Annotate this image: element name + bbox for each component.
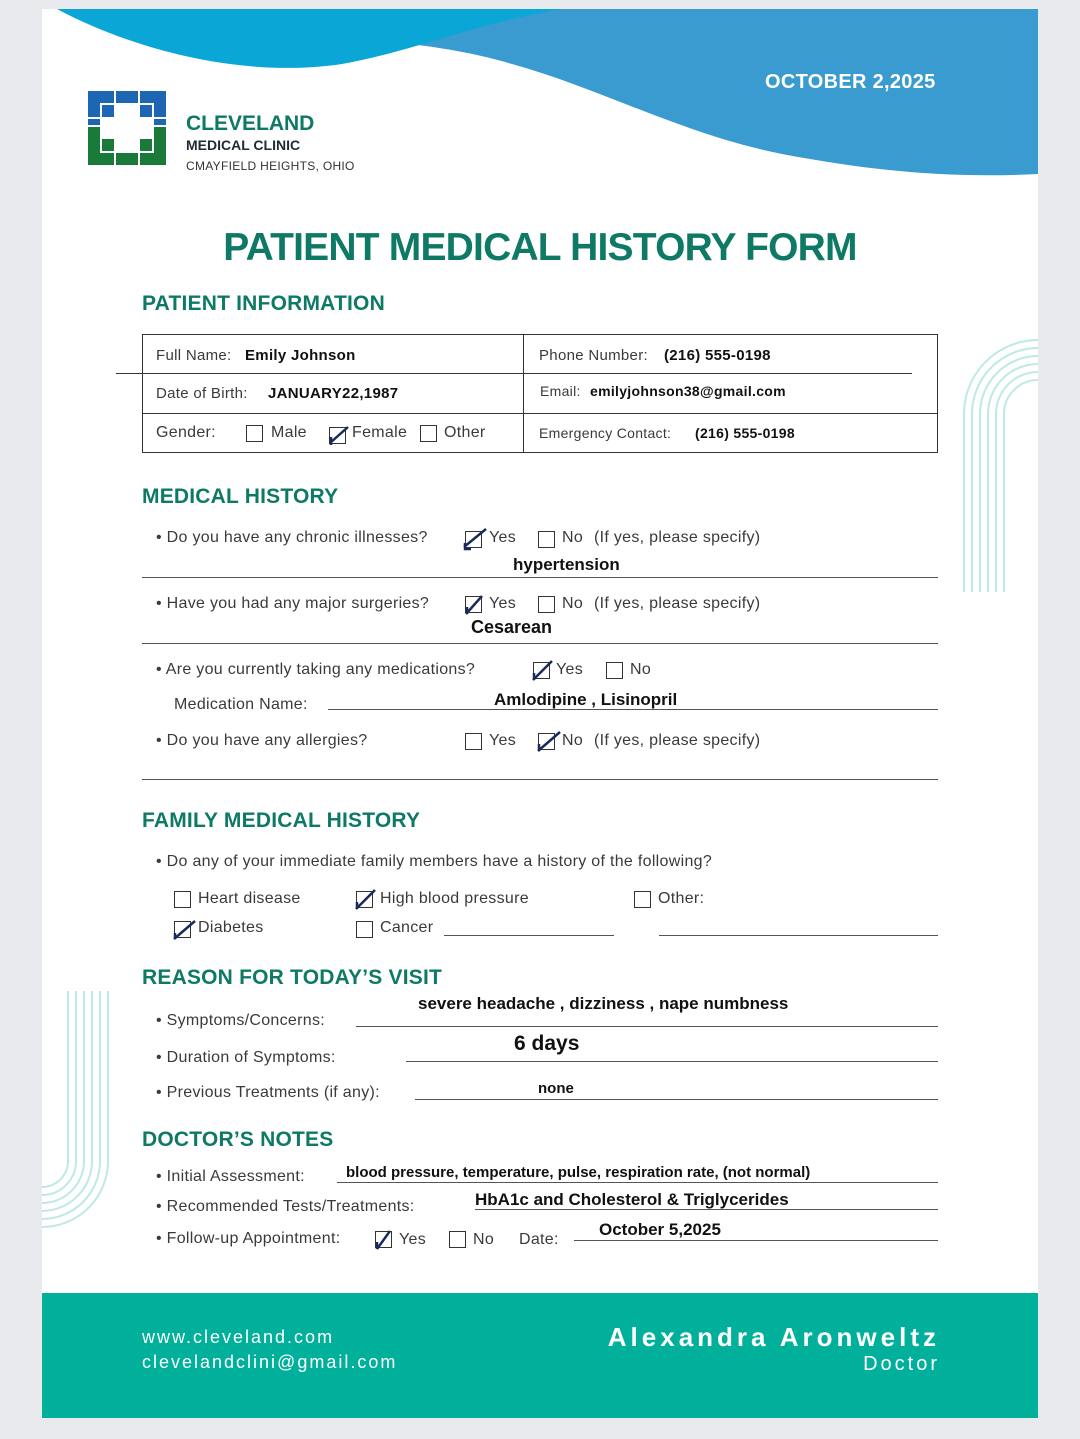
checkmark-icon [326, 423, 352, 449]
cancer-line [444, 935, 614, 936]
symptoms-line [356, 1026, 938, 1027]
duration-line [406, 1061, 938, 1062]
chronic-yes-checkbox[interactable] [465, 531, 482, 548]
table-row-line [142, 413, 938, 414]
chronic-specify-hint: (If yes, please specify) [594, 529, 761, 546]
previous-line [415, 1099, 938, 1100]
surgery-no-label: No [562, 595, 584, 612]
email-value[interactable]: emilyjohnson38@gmail.com [590, 383, 786, 399]
assessment-line [337, 1182, 938, 1183]
doctor-name: Alexandra Aronweltz [607, 1322, 940, 1352]
emergency-contact-label: Emergency Contact: [539, 425, 672, 441]
medications-yes-label: Yes [556, 661, 584, 678]
surgery-yes-checkbox[interactable] [465, 596, 482, 613]
surgery-yes-label: Yes [489, 595, 517, 612]
dob-value[interactable]: JANUARY22,1987 [268, 385, 399, 402]
diabetes-checkbox[interactable] [174, 921, 191, 938]
gender-label: Gender: [156, 424, 216, 441]
allergies-question: • Do you have any allergies? [156, 732, 368, 749]
allergies-specify-hint: (If yes, please specify) [594, 732, 761, 749]
chronic-yes-label: Yes [489, 529, 517, 546]
emergency-contact-value[interactable]: (216) 555-0198 [695, 425, 795, 441]
surgery-question: • Have you had any major surgeries? [156, 595, 430, 612]
allergies-yes-checkbox[interactable] [465, 733, 482, 750]
symptoms-label: • Symptoms/Concerns: [156, 1012, 325, 1029]
checkmark-icon [530, 658, 556, 684]
arc-decoration-right [960, 334, 1038, 594]
other-condition-checkbox[interactable] [634, 891, 651, 908]
checkmark-icon [462, 592, 488, 618]
medications-question: • Are you currently taking any medications? [156, 661, 476, 678]
symptoms-value[interactable]: severe headache , dizziness , nape numbness [418, 994, 789, 1013]
follow-up-yes-checkbox[interactable] [375, 1231, 392, 1248]
gender-male-checkbox[interactable] [246, 425, 263, 442]
follow-up-yes-label: Yes [399, 1231, 427, 1248]
medications-no-label: No [630, 661, 652, 678]
previous-treatments-value[interactable]: none [538, 1080, 574, 1097]
surgery-no-checkbox[interactable] [538, 596, 555, 613]
form-title: PATIENT MEDICAL HISTORY FORM [223, 226, 857, 269]
follow-up-date-value[interactable]: October 5,2025 [599, 1220, 721, 1239]
recommended-tests-value[interactable]: HbA1c and Cholesterol & Triglycerides [475, 1190, 789, 1209]
tests-line [475, 1209, 938, 1210]
allergies-no-checkbox[interactable] [538, 733, 555, 750]
clinic-name: CLEVELAND [186, 112, 315, 135]
answer-line [142, 779, 938, 780]
gender-female-checkbox[interactable] [329, 427, 346, 444]
phone-label: Phone Number: [539, 347, 648, 364]
heart-disease-checkbox[interactable] [174, 891, 191, 908]
duration-value[interactable]: 6 days [514, 1032, 580, 1055]
table-divider [523, 334, 524, 453]
family-question: • Do any of your immediate family members have a history of the following? [156, 853, 713, 870]
heart-disease-label: Heart disease [198, 890, 301, 907]
section-doctor-notes: DOCTOR’S NOTES [142, 1128, 334, 1151]
chronic-question: • Do you have any chronic illnesses? [156, 529, 428, 546]
surgery-answer[interactable]: Cesarean [471, 617, 553, 637]
duration-label: • Duration of Symptoms: [156, 1049, 336, 1066]
follow-up-label: • Follow-up Appointment: [156, 1230, 341, 1247]
gender-other-label: Other [444, 424, 486, 441]
arc-decoration-left [42, 991, 114, 1231]
checkmark-icon [353, 887, 379, 913]
initial-assessment-label: • Initial Assessment: [156, 1168, 305, 1185]
clinic-subname: MEDICAL CLINIC [186, 137, 301, 153]
phone-value[interactable]: (216) 555-0198 [664, 347, 771, 364]
chronic-no-label: No [562, 529, 584, 546]
dob-label: Date of Birth: [156, 385, 248, 402]
footer-website[interactable]: www.cleveland.com [142, 1327, 335, 1347]
chronic-answer[interactable]: hypertension [513, 555, 620, 574]
other-line [659, 935, 938, 936]
section-reason-visit: REASON FOR TODAY’S VISIT [142, 966, 443, 989]
medication-line [328, 709, 938, 710]
checkmark-icon [171, 917, 197, 943]
recommended-tests-label: • Recommended Tests/Treatments: [156, 1198, 415, 1215]
gender-male-label: Male [271, 424, 307, 441]
clinic-location: CMAYFIELD HEIGHTS, OHIO [186, 159, 355, 173]
medication-name-label: Medication Name: [174, 696, 308, 713]
table-row-line [116, 373, 912, 374]
checkmark-icon [462, 527, 488, 553]
previous-treatments-label: • Previous Treatments (if any): [156, 1084, 380, 1101]
form-date: OCTOBER 2,2025 [765, 71, 936, 93]
cancer-label: Cancer [380, 919, 434, 936]
doctor-role: Doctor [863, 1353, 940, 1375]
section-family-history: FAMILY MEDICAL HISTORY [142, 809, 421, 832]
other-condition-label: Other: [658, 890, 705, 907]
footer-email[interactable]: clevelandclini@gmail.com [142, 1352, 398, 1372]
follow-up-no-checkbox[interactable] [449, 1231, 466, 1248]
full-name-label: Full Name: [156, 347, 232, 364]
gender-other-checkbox[interactable] [420, 425, 437, 442]
medication-name-value[interactable]: Amlodipine , Lisinopril [494, 690, 678, 709]
cancer-checkbox[interactable] [356, 921, 373, 938]
diabetes-label: Diabetes [198, 919, 264, 936]
clinic-logo-icon [88, 91, 166, 165]
gender-female-label: Female [352, 424, 408, 441]
initial-assessment-value[interactable]: blood pressure, temperature, pulse, respiration rate, (not normal) [346, 1164, 811, 1181]
medications-yes-checkbox[interactable] [533, 662, 550, 679]
date-line [574, 1240, 938, 1241]
section-patient-info: PATIENT INFORMATION [142, 292, 385, 315]
form-sheet [42, 9, 1038, 1418]
high-blood-pressure-label: High blood pressure [380, 890, 529, 907]
follow-up-no-label: No [473, 1231, 495, 1248]
checkmark-icon [535, 729, 561, 755]
section-medical-history: MEDICAL HISTORY [142, 485, 339, 508]
allergies-yes-label: Yes [489, 732, 517, 749]
surgery-specify-hint: (If yes, please specify) [594, 595, 761, 612]
follow-up-date-label: Date: [519, 1231, 559, 1248]
checkmark-icon [372, 1227, 398, 1253]
high-blood-pressure-checkbox[interactable] [356, 891, 373, 908]
answer-line [142, 577, 938, 578]
email-label: Email: [540, 383, 581, 399]
allergies-no-label: No [562, 732, 584, 749]
chronic-no-checkbox[interactable] [538, 531, 555, 548]
full-name-value[interactable]: Emily Johnson [245, 347, 356, 364]
medications-no-checkbox[interactable] [606, 662, 623, 679]
answer-line [142, 643, 938, 644]
